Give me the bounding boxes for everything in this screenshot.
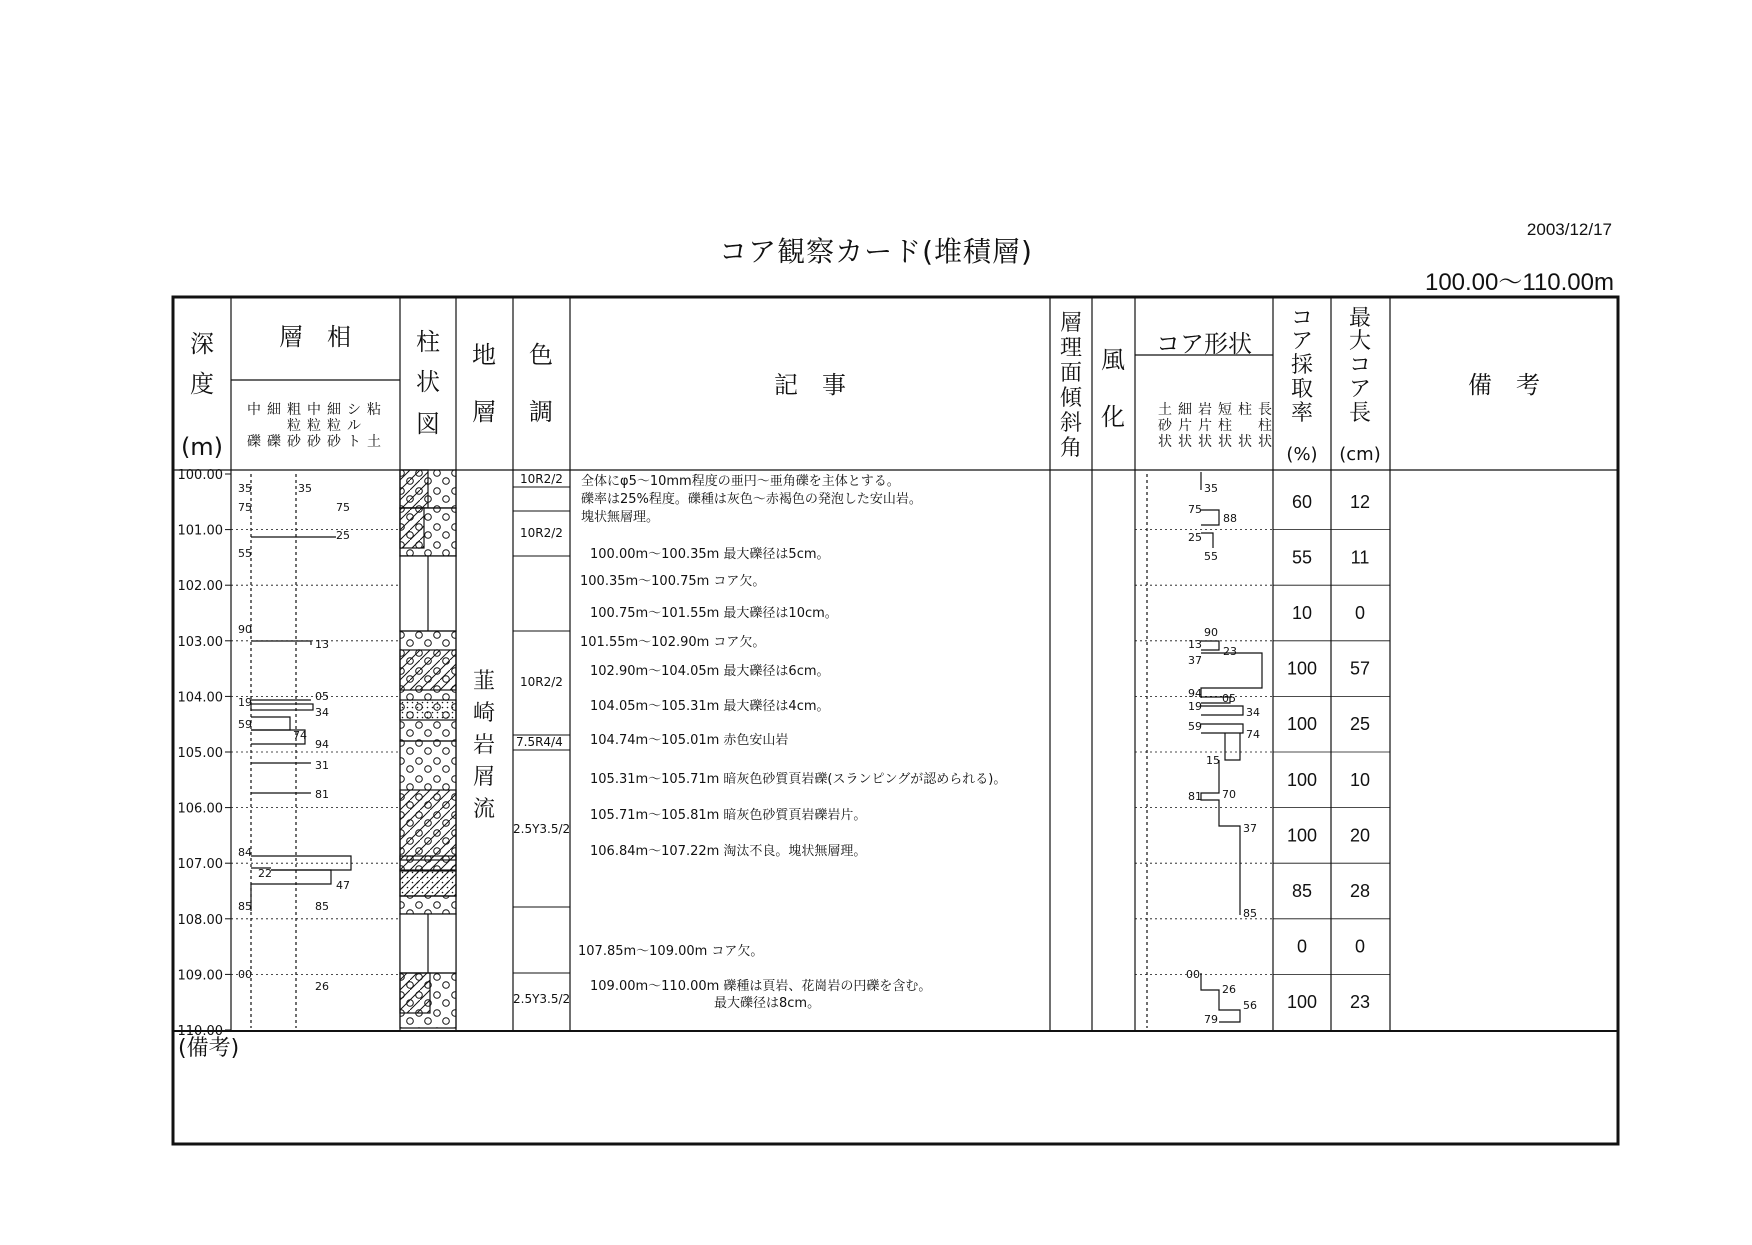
date: 2003/12/17 bbox=[1526, 220, 1612, 239]
depth-tick-label: 105.00 bbox=[177, 746, 223, 761]
recovery-value: 100 bbox=[1286, 825, 1318, 846]
depth-range: 100.00〜110.00m bbox=[1424, 269, 1614, 296]
facies-label: 19 bbox=[238, 696, 252, 709]
core-shape-subheaders bbox=[1158, 401, 1272, 450]
shape-col-2-char: 片 bbox=[1198, 418, 1212, 434]
core-labels bbox=[1186, 482, 1260, 1026]
core-label: 81 bbox=[1188, 790, 1202, 803]
note-line: 全体にφ5〜10mm程度の亜円〜亜角礫を主体とする。 bbox=[581, 474, 900, 489]
hdr-maxcore-1: 最 bbox=[1348, 306, 1372, 331]
core-label: 79 bbox=[1204, 1013, 1218, 1026]
core-label: 35 bbox=[1204, 482, 1218, 495]
depth-tick-label: 103.00 bbox=[177, 634, 223, 650]
color-label: 2.5Y3.5/2 bbox=[513, 992, 571, 1006]
hdr-recovery-6: (%) bbox=[1286, 444, 1318, 465]
hdr-recovery-4: 取 bbox=[1290, 377, 1314, 402]
depth-tick-label: 107.00 bbox=[177, 857, 223, 873]
facies-label: 59 bbox=[238, 718, 252, 731]
hdr-maxcore-5: 長 bbox=[1348, 401, 1372, 426]
shape-col-1-char: 片 bbox=[1178, 418, 1192, 434]
core-label: 37 bbox=[1243, 822, 1257, 835]
core-label: 70 bbox=[1222, 788, 1236, 801]
core-label: 75 bbox=[1188, 503, 1202, 516]
depth-tick-label: 101.00 bbox=[177, 523, 223, 539]
facies-col-3-char: 中 bbox=[307, 402, 321, 418]
core-label: 94 bbox=[1188, 687, 1202, 700]
note-line: 106.84m〜107.22m 淘汰不良。塊状無層理。 bbox=[590, 844, 867, 859]
note-line: 100.35m〜100.75m コア欠。 bbox=[580, 574, 766, 589]
hdr-depth-3: (m) bbox=[180, 433, 224, 461]
note-line: 107.85m〜109.00m コア欠。 bbox=[578, 944, 764, 959]
hdr-depth-2: 度 bbox=[190, 370, 214, 398]
facies-label: 55 bbox=[238, 547, 252, 560]
facies-label: 84 bbox=[238, 846, 252, 859]
formation-char: 岩 bbox=[472, 733, 496, 758]
shape-col-2-char: 岩 bbox=[1198, 402, 1212, 418]
hdr-recovery-5: 率 bbox=[1290, 401, 1314, 426]
facies-label: 85 bbox=[238, 900, 252, 913]
notes bbox=[578, 473, 1006, 1011]
color-label: 10R2/2 bbox=[520, 526, 563, 540]
note-line: 礫率は25%程度。礫種は灰色〜赤褐色の発泡した安山岩。 bbox=[581, 492, 922, 507]
hdr-formation-1: 地 bbox=[472, 341, 496, 369]
formation-name bbox=[473, 669, 495, 822]
facies-label: 90 bbox=[238, 623, 252, 636]
hdr-remarks: 備 考 bbox=[1468, 371, 1540, 399]
depth-tick-label: 104.00 bbox=[177, 690, 223, 706]
shape-col-3-char: 短 bbox=[1218, 402, 1232, 418]
core-label: 85 bbox=[1243, 907, 1257, 920]
shape-col-0-char: 砂 bbox=[1158, 418, 1172, 434]
facies-label: 85 bbox=[315, 900, 329, 913]
color-label: 10R2/2 bbox=[520, 675, 563, 689]
note-line: 105.31m〜105.71m 暗灰色砂質頁岩礫(スランピングが認められる)。 bbox=[590, 772, 1007, 787]
core-label: 90 bbox=[1204, 626, 1218, 639]
shape-col-1-char: 細 bbox=[1178, 402, 1192, 418]
max-core-value: 25 bbox=[1349, 714, 1371, 735]
facies-col-6-char: 粘 bbox=[367, 402, 381, 418]
hdr-maxcore-4: ア bbox=[1348, 377, 1372, 402]
facies-label: 75 bbox=[336, 501, 350, 514]
facies-col-3-char: 粒 bbox=[307, 418, 321, 434]
hdr-facies: 層 相 bbox=[279, 323, 351, 351]
hdr-weathering-2: 化 bbox=[1101, 403, 1125, 431]
core-label: 25 bbox=[1188, 531, 1202, 544]
formation-char: 崎 bbox=[472, 701, 496, 726]
note-line: 100.75m〜101.55m 最大礫径は10cm。 bbox=[590, 606, 838, 621]
core-label: 34 bbox=[1246, 706, 1260, 719]
facies-label: 31 bbox=[315, 759, 329, 772]
hdr-column-3: 図 bbox=[416, 410, 440, 438]
max-core-value: 11 bbox=[1350, 547, 1370, 568]
hdr-dip-4: 傾 bbox=[1059, 386, 1083, 411]
hdr-maxcore-6: (cm) bbox=[1339, 444, 1381, 465]
shape-col-0-char: 状 bbox=[1158, 434, 1172, 450]
core-label: 15 bbox=[1206, 754, 1220, 767]
facies-label: 94 bbox=[315, 738, 329, 751]
note-line: 塊状無層理。 bbox=[581, 510, 660, 525]
max-core-value: 12 bbox=[1349, 491, 1371, 512]
facies-label: 75 bbox=[238, 501, 252, 514]
shape-col-3-char: 状 bbox=[1218, 434, 1232, 450]
hdr-formation-2: 層 bbox=[472, 398, 496, 426]
facies-col-4-char: 砂 bbox=[327, 434, 341, 450]
shape-col-0-char: 土 bbox=[1158, 402, 1172, 418]
core-label: 05 bbox=[1222, 692, 1236, 705]
facies-col-2-char: 粒 bbox=[287, 418, 301, 434]
max-core-value: 0 bbox=[1354, 936, 1366, 957]
recovery-value: 60 bbox=[1291, 491, 1313, 512]
depth-ticks bbox=[178, 468, 224, 1039]
facies-subheaders bbox=[247, 401, 381, 450]
hdr-recovery-1: コ bbox=[1290, 306, 1314, 331]
recovery-value: 10 bbox=[1291, 603, 1313, 623]
depth-tick-label: 102.00 bbox=[177, 579, 223, 595]
color-label: 2.5Y3.5/2 bbox=[513, 822, 571, 836]
facies-label: 26 bbox=[315, 980, 329, 993]
note-line: 最大礫径は8cm。 bbox=[714, 996, 821, 1011]
core-label: 88 bbox=[1223, 512, 1237, 525]
hdr-weathering-1: 風 bbox=[1101, 346, 1125, 374]
shape-col-5-char: 柱 bbox=[1258, 418, 1272, 434]
core-label: 59 bbox=[1188, 720, 1202, 733]
core-label: 55 bbox=[1204, 550, 1218, 563]
hdr-dip-2: 理 bbox=[1059, 336, 1083, 361]
facies-label: 81 bbox=[315, 788, 329, 801]
facies-col-5-char: シ bbox=[347, 402, 361, 418]
facies-col-4-char: 粒 bbox=[327, 418, 341, 434]
note-line: 100.00m〜100.35m 最大礫径は5cm。 bbox=[590, 547, 830, 562]
facies-label: 00 bbox=[238, 968, 252, 981]
note-line: 104.05m〜105.31m 最大礫径は4cm。 bbox=[590, 699, 830, 714]
facies-label: 13 bbox=[315, 638, 329, 651]
depth-tick-label: 108.00 bbox=[177, 912, 223, 928]
outer-frame bbox=[173, 297, 1618, 1144]
facies-label: 47 bbox=[336, 879, 350, 892]
core-label: 19 bbox=[1188, 700, 1202, 713]
recovery-value: 55 bbox=[1291, 547, 1313, 568]
recovery-value: 100 bbox=[1286, 714, 1318, 735]
formation-char: 屑 bbox=[472, 765, 496, 790]
recovery-value: 100 bbox=[1286, 992, 1318, 1013]
facies-label: 22 bbox=[258, 867, 272, 880]
hdr-dip-6: 角 bbox=[1059, 436, 1083, 461]
hdr-color-1: 色 bbox=[529, 341, 553, 369]
facies-col-2-char: 粗 bbox=[287, 402, 301, 418]
formation-char: 流 bbox=[472, 797, 496, 822]
core-label: 37 bbox=[1188, 654, 1202, 667]
note-line: 102.90m〜104.05m 最大礫径は6cm。 bbox=[590, 664, 830, 679]
columnar-diagram bbox=[400, 470, 456, 1028]
core-label: 00 bbox=[1186, 968, 1200, 981]
footer-remarks-label: (備考) bbox=[178, 1036, 240, 1061]
core-label: 56 bbox=[1243, 999, 1257, 1012]
shape-col-4-char: 柱 bbox=[1238, 402, 1252, 418]
facies-col-1-char: 細 bbox=[267, 402, 281, 418]
hdr-maxcore-3: コ bbox=[1348, 353, 1372, 378]
max-core-value: 20 bbox=[1349, 825, 1371, 846]
shape-col-5-char: 状 bbox=[1258, 434, 1272, 450]
facies-col-6-char: 土 bbox=[367, 434, 381, 450]
facies-log bbox=[251, 474, 351, 1028]
facies-col-0-char: 礫 bbox=[247, 434, 261, 450]
facies-col-3-char: 砂 bbox=[307, 434, 321, 450]
facies-label: 05 bbox=[315, 690, 329, 703]
shape-col-1-char: 状 bbox=[1178, 434, 1192, 450]
hdr-color-2: 調 bbox=[529, 398, 553, 426]
facies-labels bbox=[238, 482, 350, 993]
note-line: 105.71m〜105.81m 暗灰色砂質頁岩礫岩片。 bbox=[590, 808, 867, 823]
facies-col-0-char: 中 bbox=[247, 402, 261, 418]
facies-label: 35 bbox=[238, 482, 252, 495]
core-label: 74 bbox=[1246, 728, 1260, 741]
facies-label: 74 bbox=[293, 729, 307, 742]
hdr-column-2: 状 bbox=[416, 368, 440, 396]
note-line: 104.74m〜105.01m 赤色安山岩 bbox=[590, 733, 789, 748]
hdr-dip-3: 面 bbox=[1059, 361, 1083, 386]
facies-label: 25 bbox=[336, 529, 350, 542]
hdr-recovery-3: 採 bbox=[1290, 353, 1314, 378]
formation-char: 韮 bbox=[472, 669, 496, 694]
hdr-column-1: 柱 bbox=[416, 328, 440, 356]
max-core-value: 23 bbox=[1349, 992, 1371, 1013]
hdr-depth-1: 深 bbox=[190, 330, 214, 358]
hdr-dip-1: 層 bbox=[1059, 311, 1083, 336]
color-label: 7.5R4/4 bbox=[516, 735, 563, 749]
facies-col-4-char: 細 bbox=[327, 402, 341, 418]
depth-tick-label: 110.00 bbox=[177, 1024, 223, 1039]
recovery-value: 85 bbox=[1291, 881, 1313, 901]
page-title: コア観察カード(堆積層) bbox=[719, 235, 1033, 268]
hdr-notes: 記 事 bbox=[774, 371, 846, 399]
core-label: 23 bbox=[1223, 645, 1237, 658]
color-column bbox=[513, 487, 570, 973]
hdr-recovery-2: ア bbox=[1290, 329, 1314, 354]
color-labels bbox=[513, 472, 570, 1006]
color-label: 10R2/2 bbox=[520, 472, 563, 486]
facies-label: 35 bbox=[298, 482, 312, 495]
core-label: 13 bbox=[1188, 638, 1202, 651]
recovery-value: 0 bbox=[1296, 936, 1308, 957]
max-core-value: 10 bbox=[1349, 769, 1371, 790]
hdr-core-shape: コア形状 bbox=[1156, 330, 1252, 358]
recovery-value: 100 bbox=[1286, 769, 1318, 790]
depth-tick-label: 109.00 bbox=[177, 968, 223, 984]
depth-tick-label: 100.00 bbox=[177, 468, 223, 483]
core-label: 26 bbox=[1222, 983, 1236, 996]
hdr-maxcore-2: 大 bbox=[1348, 329, 1372, 354]
max-core-value: 28 bbox=[1349, 881, 1371, 901]
max-core-value: 0 bbox=[1354, 603, 1366, 623]
shape-col-2-char: 状 bbox=[1198, 434, 1212, 450]
facies-col-5-char: ト bbox=[347, 434, 361, 450]
facies-col-1-char: 礫 bbox=[267, 434, 281, 450]
shape-col-4-char: 状 bbox=[1238, 434, 1252, 450]
hdr-dip-5: 斜 bbox=[1059, 411, 1083, 436]
note-line: 109.00m〜110.00m 礫種は頁岩、花崗岩の円礫を含む。 bbox=[590, 979, 932, 994]
facies-col-2-char: 砂 bbox=[287, 434, 301, 450]
shape-col-3-char: 柱 bbox=[1218, 418, 1232, 434]
max-core-value: 57 bbox=[1349, 658, 1371, 679]
shape-col-5-char: 長 bbox=[1258, 402, 1272, 418]
facies-label: 34 bbox=[315, 706, 329, 719]
recovery-value: 100 bbox=[1286, 658, 1318, 679]
facies-col-5-char: ル bbox=[347, 418, 361, 434]
depth-tick-label: 106.00 bbox=[177, 801, 223, 817]
note-line: 101.55m〜102.90m コア欠。 bbox=[580, 635, 766, 650]
